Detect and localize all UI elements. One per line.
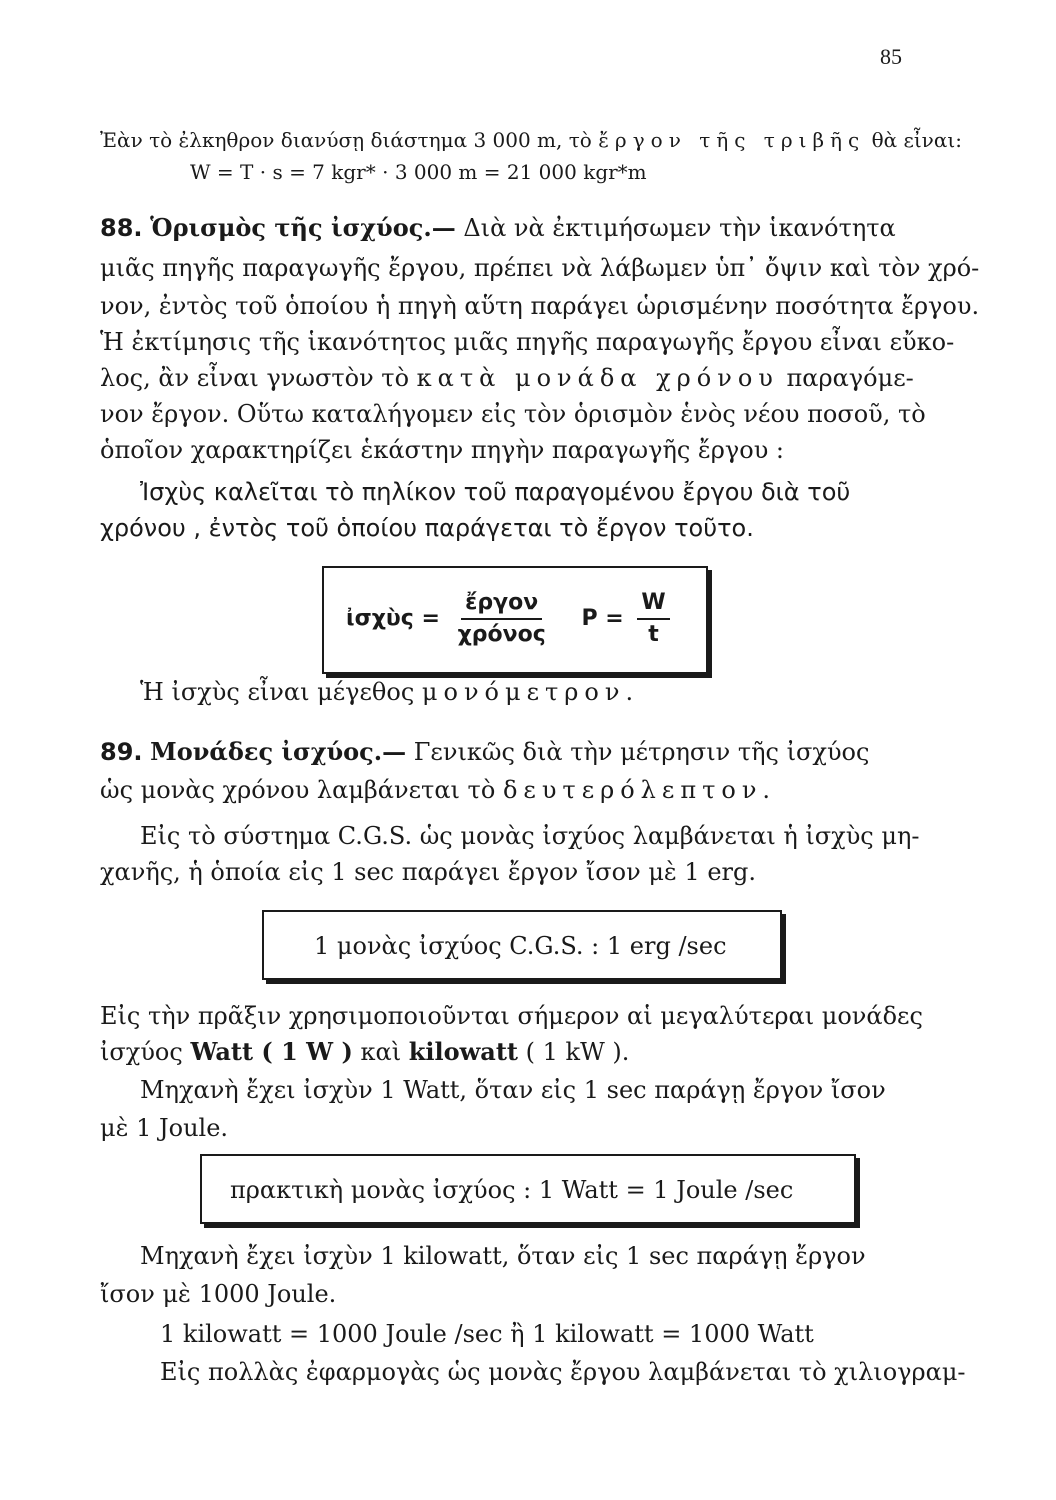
cgs-unit-text: 1 μονὰς ἰσχύος C.G.S. : 1 erg /sec <box>314 932 727 960</box>
watt-unit: Watt ( 1 W ) <box>190 1037 353 1066</box>
paragraph-text: λος, ἂν εἶναι γνωστὸν τὸ <box>100 364 410 392</box>
formula-p-denominator: t <box>648 622 659 647</box>
paragraph-line <box>100 362 914 394</box>
cgs-unit-box <box>262 910 782 980</box>
spaced-term: δευτερόλεπτον. <box>502 776 777 804</box>
practical-unit-box <box>200 1154 856 1224</box>
formula-lhs: ἰσχὺς = <box>346 606 440 631</box>
paragraph-line: Μηχανὴ ἔχει ἰσχὺν 1 kilowatt, ὅταν εἰς 1 sec παράγῃ ἔργον <box>140 1242 866 1270</box>
paragraph-line: Εἰς τὸ σύστημα C.G.S. ὡς μονὰς ἰσχύος λαμβάνεται ἡ ἰσχὺς μη- <box>140 822 920 850</box>
definition-line: Ἰσχὺς καλεῖται τὸ πηλίκον τοῦ παραγομένου ἔργου διὰ τοῦ <box>140 478 851 506</box>
power-formula <box>346 588 676 650</box>
intro-text-end: θὰ εἶναι: <box>871 128 962 152</box>
paragraph-text: ( 1 kW ). <box>525 1038 630 1066</box>
paragraph-line <box>100 1036 629 1068</box>
equivalence-line: 1 kilowatt = 1000 Joule /sec ἢ 1 kilowatt = 1000 Watt <box>160 1320 814 1348</box>
paragraph-text: παραγόμε- <box>786 364 914 392</box>
paragraph-line: νον, ἐντὸς τοῦ ὁποίου ἡ πηγὴ αὕτη παράγει ὡρισμένην ποσότητα ἔργου. <box>100 292 980 320</box>
section-88-text: Διὰ νὰ ἐκτιμήσωμεν τὴν ἱκανότητα <box>463 214 896 242</box>
formula-p-fraction <box>637 588 669 650</box>
section-89-text: Γενικῶς διὰ τὴν μέτρησιν τῆς ἰσχύος <box>413 738 870 766</box>
paragraph-line: ὁποῖον χαρακτηρίζει ἑκάστην πηγὴν παραγωγῆς ἔργου : <box>100 436 784 464</box>
paragraph-line: Εἰς πολλὰς ἐφαρμογὰς ὡς μονὰς ἔργου λαμβάνεται τὸ χιλιογραμ- <box>160 1358 966 1386</box>
page-number: 85 <box>880 44 902 69</box>
paragraph-text: καὶ <box>360 1038 402 1066</box>
scalar-line <box>140 676 639 708</box>
formula-fraction <box>454 588 550 650</box>
section-89-heading: Μονάδες ἰσχύος.— <box>150 737 407 766</box>
paragraph-line: ἴσον μὲ 1000 Joule. <box>100 1280 337 1308</box>
section-88-line-1 <box>100 212 896 244</box>
paragraph-line: νον ἔργον. Οὕτω καταλήγομεν εἰς τὸν ὁρισμὸν ἑνὸς νέου ποσοῦ, τὸ <box>100 400 926 428</box>
paragraph-text: ἰσχύος <box>100 1038 183 1066</box>
practical-unit-text: πρακτικὴ μονὰς ἰσχύος : 1 Watt = 1 Joule /sec <box>230 1176 794 1204</box>
paragraph-text: ὡς μονὰς χρόνου λαμβάνεται τὸ <box>100 776 496 804</box>
formula-numerator: ἔργον <box>461 588 542 620</box>
formula-p-numerator: W <box>637 588 669 620</box>
paragraph-line: μιᾶς πηγῆς παραγωγῆς ἔργου, πρέπει νὰ λάβωμεν ὑπ᾽ ὄψιν καὶ τὸν χρό- <box>100 254 980 282</box>
definition-line: χρόνου , ἐντὸς τοῦ ὁποίου παράγεται τὸ ἔργον τοῦτο. <box>100 514 754 542</box>
paragraph-line: χανῆς, ἡ ὁποία εἰς 1 sec παράγει ἔργον ἴσον μὲ 1 erg. <box>100 858 756 886</box>
paragraph-line: μὲ 1 Joule. <box>100 1114 229 1142</box>
section-89-number: 89. <box>100 738 143 766</box>
intro-equation: W = T · s = 7 kgr* · 3 000 m = 21 000 kgr*m <box>190 160 647 184</box>
intro-spaced-term: ἔργον τῆς τριβῆς <box>598 128 866 152</box>
spaced-term: κατὰ μονάδα χρόνου <box>416 364 779 392</box>
kilowatt-unit: kilowatt <box>408 1037 519 1066</box>
formula-denominator: χρόνος <box>457 622 546 647</box>
section-89-line-1 <box>100 736 869 768</box>
section-88-heading: Ὁρισμὸς τῆς ἰσχύος.— <box>150 213 456 242</box>
intro-line-1 <box>100 124 962 156</box>
paragraph-line: Μηχανὴ ἔχει ἰσχὺν 1 Watt, ὅταν εἰς 1 sec παράγῃ ἔργον ἴσον <box>140 1076 886 1104</box>
paragraph-line <box>100 774 776 806</box>
intro-text: Ἐὰν τὸ ἐλκηθρον διανύσῃ διάστημα 3 000 m, τὸ <box>100 128 592 152</box>
paragraph-line: Εἰς τὴν πρᾶξιν χρησιμοποιοῦνται σήμερον αἱ μεγαλύτεραι μονάδες <box>100 1002 923 1030</box>
scalar-text: Ἡ ἰσχὺς εἶναι μέγεθος <box>140 678 415 706</box>
power-formula-box <box>322 566 708 674</box>
formula-p-lhs: P = <box>581 606 624 631</box>
paragraph-line: Ἡ ἐκτίμησις τῆς ἱκανότητος μιᾶς πηγῆς παραγωγῆς ἔργου εἶναι εὔκο- <box>100 328 955 356</box>
scalar-term: μονόμετρον. <box>421 678 640 706</box>
section-88-number: 88. <box>100 214 143 242</box>
